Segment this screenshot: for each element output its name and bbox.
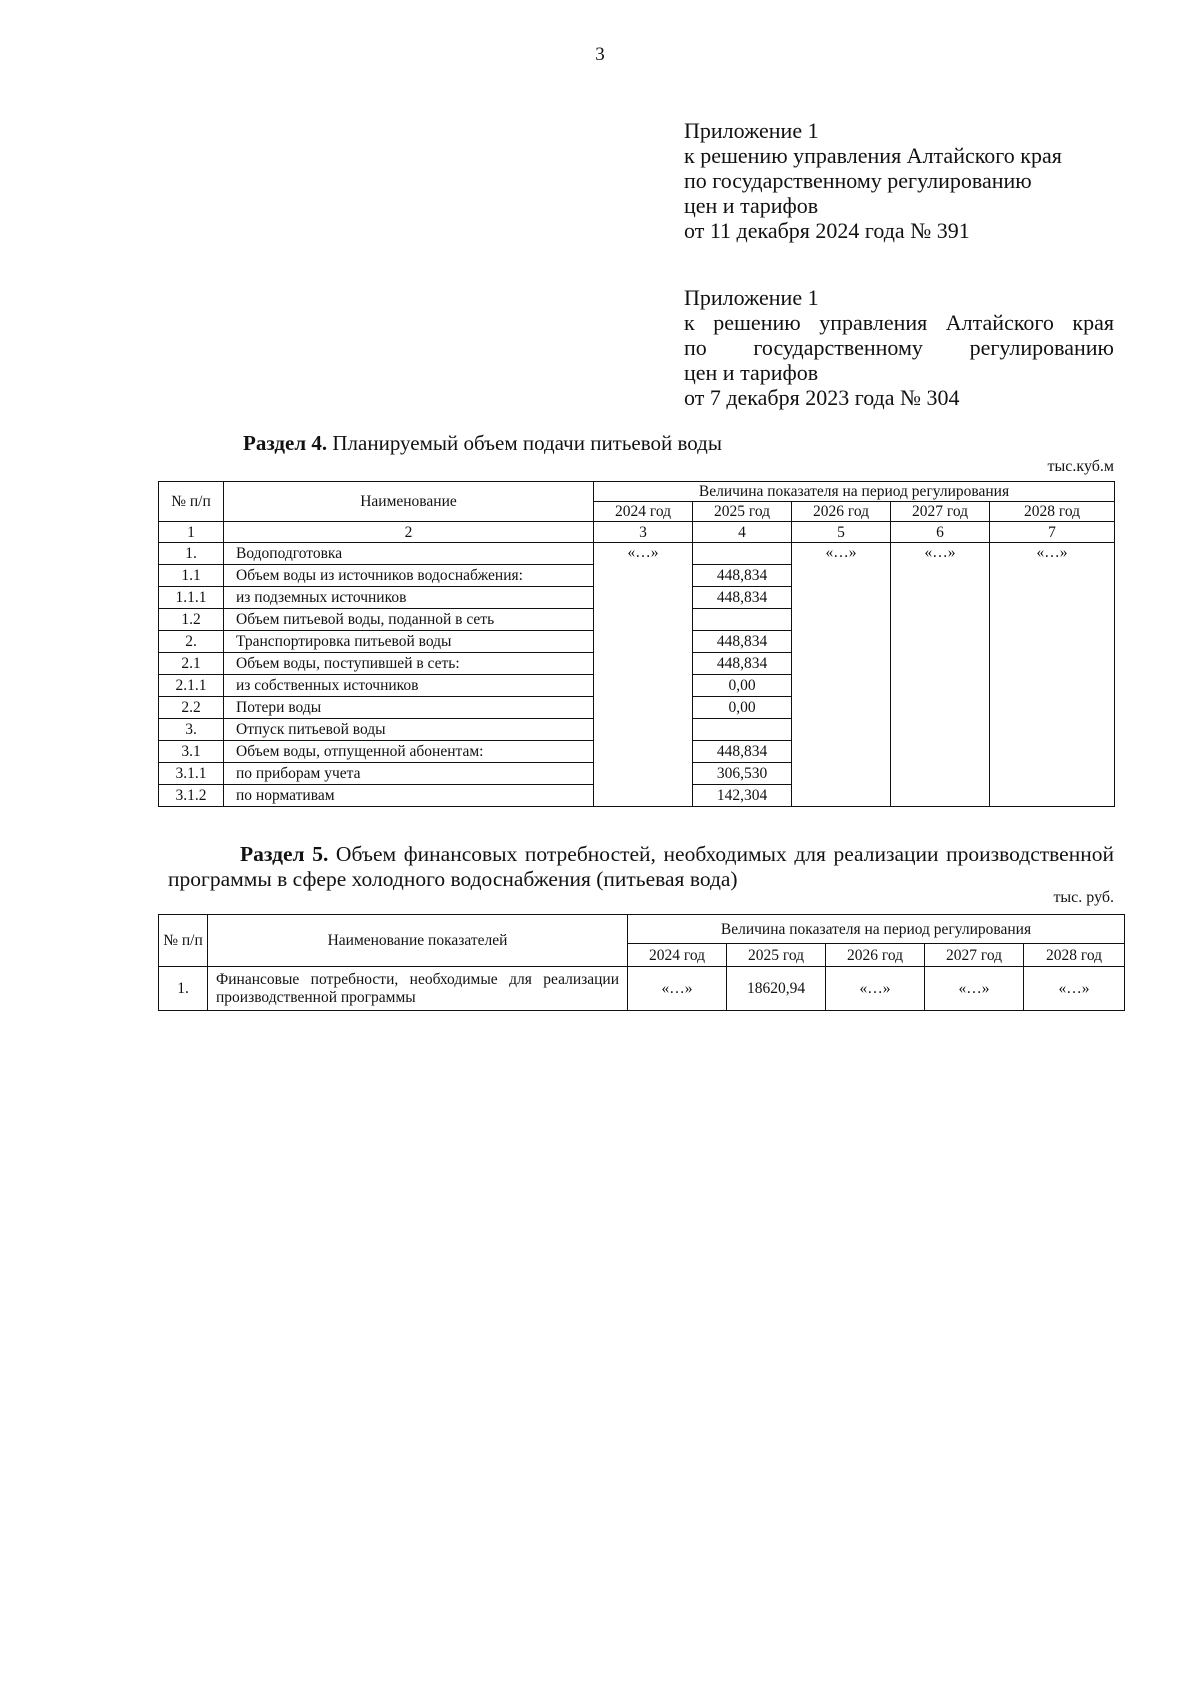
value-2025 bbox=[693, 543, 792, 565]
value-2028: «…» bbox=[990, 543, 1115, 565]
row-name: по приборам учета bbox=[224, 763, 594, 785]
appendix-header-current bbox=[684, 118, 1114, 243]
header-value-group: Величина показателя на период регулирования bbox=[628, 915, 1125, 944]
value-2025: 448,834 bbox=[693, 741, 792, 763]
header-year: 2024 год bbox=[628, 944, 727, 967]
row-num: 2.1.1 bbox=[159, 675, 224, 697]
column-number: 6 bbox=[891, 522, 990, 543]
value-2025: 306,530 bbox=[693, 763, 792, 785]
value-2026: «…» bbox=[792, 543, 891, 565]
value-2025: 448,834 bbox=[693, 631, 792, 653]
value-2025: 142,304 bbox=[693, 785, 792, 807]
section-5-title bbox=[168, 842, 1114, 892]
appendix-title: Приложение 1 bbox=[684, 285, 819, 310]
row-num: 2. bbox=[159, 631, 224, 653]
header-year: 2025 год bbox=[727, 944, 826, 967]
header-name: Наименование bbox=[224, 482, 594, 522]
value-2025: 448,834 bbox=[693, 565, 792, 587]
row-name: Отпуск питьевой воды bbox=[224, 719, 594, 741]
value-2025: 0,00 bbox=[693, 697, 792, 719]
value-2025 bbox=[693, 719, 792, 741]
page-number: 3 bbox=[595, 44, 605, 65]
row-name: Транспортировка питьевой воды bbox=[224, 631, 594, 653]
value-2026: «…» bbox=[826, 967, 925, 1011]
row-num: 2.2 bbox=[159, 697, 224, 719]
section-5-heading: Объем финансовых потребностей, необходимых для реализации производственной программы в сфере холодного водоснабжения (питьевая вода) bbox=[168, 842, 1114, 891]
appendix-line: к решению управления Алтайского края bbox=[684, 310, 1114, 335]
appendix-line: от 7 декабря 2023 года № 304 bbox=[684, 385, 960, 410]
header-num: № п/п bbox=[159, 482, 224, 522]
section-5-label: Раздел 5. bbox=[240, 842, 329, 866]
value-2025: 448,834 bbox=[693, 587, 792, 609]
row-name: Потери воды bbox=[224, 697, 594, 719]
header-year: 2028 год bbox=[990, 502, 1115, 522]
header-name: Наименование показателей bbox=[208, 915, 628, 967]
column-number: 2 bbox=[224, 522, 594, 543]
row-num: 3.1 bbox=[159, 741, 224, 763]
value-2027: «…» bbox=[891, 543, 990, 565]
row-num: 1. bbox=[159, 543, 224, 565]
header-year: 2027 год bbox=[891, 502, 990, 522]
row-name: из подземных источников bbox=[224, 587, 594, 609]
value-2025: 448,834 bbox=[693, 653, 792, 675]
section-4-label: Раздел 4. bbox=[243, 431, 328, 455]
section-4-unit: тыс.куб.м bbox=[1047, 458, 1114, 475]
section-4-title bbox=[243, 431, 722, 456]
appendix-line: к решению управления Алтайского края bbox=[684, 143, 1062, 168]
row-num: 1.1 bbox=[159, 565, 224, 587]
financial-needs-table bbox=[158, 914, 1125, 1011]
header-year: 2024 год bbox=[594, 502, 693, 522]
row-name: Объем воды из источников водоснабжения: bbox=[224, 565, 594, 587]
value-2024: «…» bbox=[594, 543, 693, 565]
section-4-heading: Планируемый объем подачи питьевой воды bbox=[332, 431, 722, 455]
appendix-line: от 11 декабря 2024 года № 391 bbox=[684, 218, 970, 243]
value-2025: 0,00 bbox=[693, 675, 792, 697]
row-num: 3.1.2 bbox=[159, 785, 224, 807]
header-year: 2026 год bbox=[792, 502, 891, 522]
header-value-group: Величина показателя на период регулирования bbox=[594, 482, 1115, 502]
water-supply-table bbox=[158, 481, 1115, 807]
row-num: 1.2 bbox=[159, 609, 224, 631]
header-year: 2026 год bbox=[826, 944, 925, 967]
header-year: 2028 год bbox=[1024, 944, 1125, 967]
row-name: Объем питьевой воды, поданной в сеть bbox=[224, 609, 594, 631]
appendix-line: по государственному регулированию bbox=[684, 335, 1114, 360]
value-2025 bbox=[693, 609, 792, 631]
column-number: 4 bbox=[693, 522, 792, 543]
header-year: 2025 год bbox=[693, 502, 792, 522]
section-5-unit: тыс. руб. bbox=[1053, 889, 1114, 906]
value-2028: «…» bbox=[1024, 967, 1125, 1011]
row-name: Объем воды, отпущенной абонентам: bbox=[224, 741, 594, 763]
row-num: 1. bbox=[159, 967, 208, 1011]
value-2027: «…» bbox=[925, 967, 1024, 1011]
header-num: № п/п bbox=[159, 915, 208, 967]
appendix-line: цен и тарифов bbox=[684, 360, 819, 385]
row-name: Водоподготовка bbox=[224, 543, 594, 565]
row-name: по нормативам bbox=[224, 785, 594, 807]
row-num: 2.1 bbox=[159, 653, 224, 675]
appendix-header-previous bbox=[684, 285, 1114, 410]
appendix-title: Приложение 1 bbox=[684, 118, 819, 143]
value-2025: 18620,94 bbox=[727, 967, 826, 1011]
row-num: 1.1.1 bbox=[159, 587, 224, 609]
value-2024: «…» bbox=[628, 967, 727, 1011]
appendix-line: цен и тарифов bbox=[684, 193, 819, 218]
column-number: 5 bbox=[792, 522, 891, 543]
appendix-line: по государственному регулированию bbox=[684, 168, 1032, 193]
column-number: 1 bbox=[159, 522, 224, 543]
header-year: 2027 год bbox=[925, 944, 1024, 967]
column-number: 7 bbox=[990, 522, 1115, 543]
row-name: из собственных источников bbox=[224, 675, 594, 697]
row-num: 3.1.1 bbox=[159, 763, 224, 785]
row-name: Финансовые потребности, необходимые для реализации производственной программы bbox=[208, 967, 628, 1011]
column-number: 3 bbox=[594, 522, 693, 543]
row-name: Объем воды, поступившей в сеть: bbox=[224, 653, 594, 675]
row-num: 3. bbox=[159, 719, 224, 741]
